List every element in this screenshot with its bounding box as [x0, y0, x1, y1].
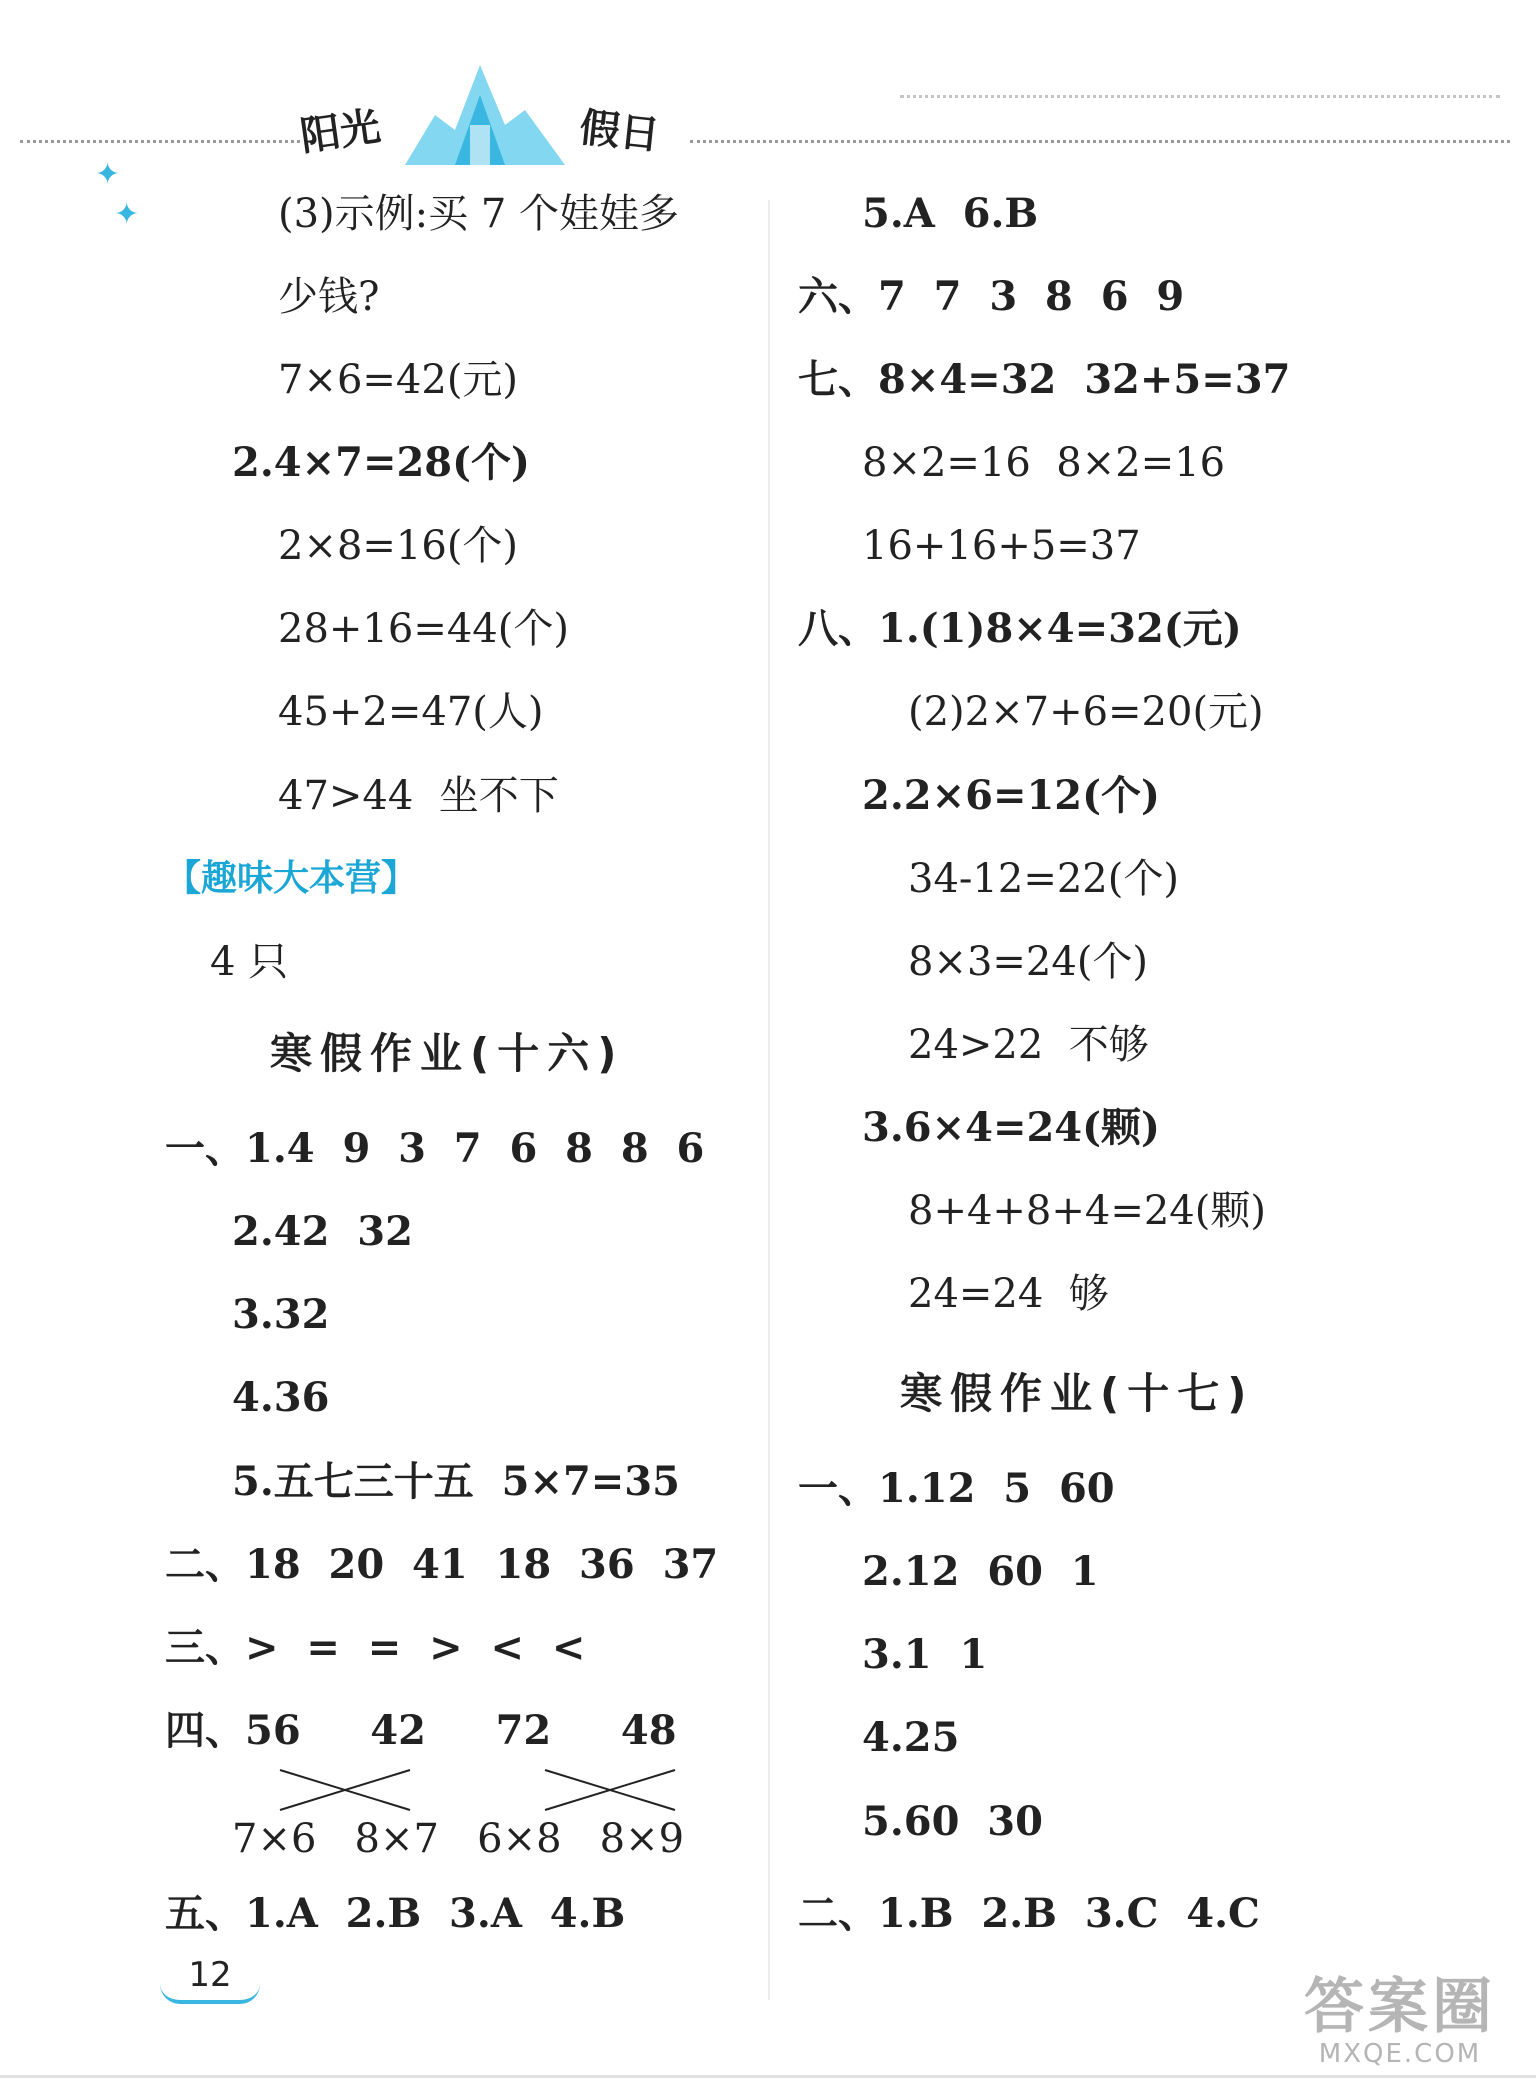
- answer-line: 4 只: [210, 939, 289, 985]
- watermark-url: MXQE.COM: [1318, 2039, 1482, 2069]
- star-icon: ✦ ✦: [95, 157, 140, 232]
- answer-line: 34-12=22(个): [908, 856, 1179, 902]
- answer-line: 三、> = = > < <: [165, 1624, 586, 1671]
- answer-line: 一、1.12 5 60: [798, 1465, 1115, 1512]
- answer-line: 28+16=44(个): [278, 606, 569, 652]
- answer-line: 四、56 42 72 48: [165, 1707, 677, 1754]
- answer-line: 八、1.(1)8×4=32(元): [798, 605, 1242, 652]
- brand-left: 阳光: [297, 103, 384, 161]
- page-number: 12: [160, 1950, 260, 2004]
- answer-line: 2.42 32: [232, 1208, 413, 1255]
- answer-line: 7×6=42(元): [278, 357, 519, 403]
- header-dotted-line-left: [20, 140, 300, 143]
- answer-line: 3.6×4=24(颗): [862, 1104, 1160, 1151]
- answer-line: 24>22 不够: [908, 1022, 1149, 1068]
- answer-line: 5.五七三十五 5×7=35: [232, 1458, 680, 1505]
- answer-line: 六、7 7 3 8 6 9: [798, 273, 1185, 320]
- answer-line: 16+16+5=37: [862, 523, 1141, 569]
- answer-line: 8+4+8+4=24(颗): [908, 1188, 1266, 1234]
- answer-line: 少钱?: [278, 274, 380, 320]
- answer-line: 2.2×6=12(个): [862, 772, 1160, 819]
- answer-line: 8×3=24(个): [908, 939, 1149, 985]
- answer-line: (3)示例:买 7 个娃娃多: [278, 191, 680, 237]
- section-tag: 【趣味大本营】: [165, 858, 418, 899]
- watermark: [1304, 1972, 1496, 2069]
- answer-line: 5.60 30: [862, 1798, 1043, 1845]
- answer-line: 5.A 6.B: [862, 190, 1039, 237]
- answer-line: 七、8×4=32 32+5=37: [798, 356, 1291, 403]
- answer-line: 47>44 坐不下: [278, 773, 559, 819]
- header-dotted-line-top: [900, 95, 1500, 98]
- header-dotted-line-right: [690, 140, 1510, 143]
- answer-line: 2×8=16(个): [278, 523, 519, 569]
- answer-line: 一、1.4 9 3 7 6 8 8 6: [165, 1125, 705, 1172]
- answer-line: 五、1.A 2.B 3.A 4.B: [165, 1890, 626, 1937]
- answer-line: 二、1.B 2.B 3.C 4.C: [798, 1890, 1260, 1937]
- column-divider: [768, 200, 770, 2000]
- answer-line: 二、18 20 41 18 36 37: [165, 1541, 719, 1588]
- brand-right: 假日: [577, 104, 662, 160]
- page-bottom-line: [0, 2075, 1536, 2078]
- section-title: 寒假作业(十七): [900, 1369, 1255, 1418]
- answer-line: 2.4×7=28(个): [232, 439, 530, 486]
- answer-line: 2.12 60 1: [862, 1548, 1099, 1595]
- watermark-logo: 答案圈: [1304, 1972, 1496, 2042]
- matching-lines: [270, 1760, 740, 1820]
- section-title: 寒假作业(十六): [270, 1029, 625, 1078]
- answer-line: 24=24 够: [908, 1271, 1109, 1317]
- answer-line: (2)2×7+6=20(元): [908, 689, 1264, 735]
- answer-line: 4.25: [862, 1714, 960, 1761]
- answer-line: 4.36: [232, 1374, 330, 1421]
- answer-line: 3.1 1: [862, 1631, 988, 1678]
- answer-line: 3.32: [232, 1291, 330, 1338]
- answer-line: 7×6 8×7 6×8 8×9: [232, 1816, 685, 1862]
- answer-line: 8×2=16 8×2=16: [862, 440, 1226, 486]
- castle-icon: [395, 55, 575, 165]
- answer-line: 45+2=47(人): [278, 689, 544, 735]
